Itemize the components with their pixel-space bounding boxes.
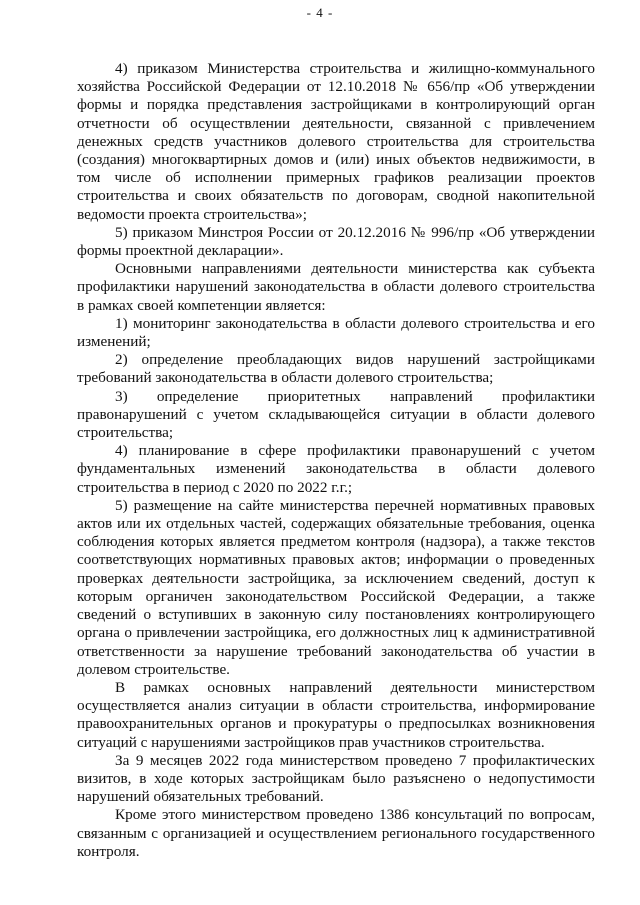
paragraph: 5) приказом Минстроя России от 20.12.2016 № 996/пр «Об утверждении формы проектной декларации».: [77, 223, 595, 260]
paragraph: За 9 месяцев 2022 года министерством проведено 7 профилактических визитов, в ходе которых застройщикам было разъяснено о недопустимости нарушений обязательных требований.: [77, 751, 595, 806]
paragraph: Основными направлениями деятельности министерства как субъекта профилактики нарушений законодательства в области долевого строительства в рамках своей компетенции является:: [77, 260, 595, 314]
page-number: - 4 -: [306, 5, 334, 20]
paragraph: В рамках основных направлений деятельности министерством осуществляется анализ ситуации в области строительства, информирование правоохранительных органов и прокуратуры о предпосылках возникновения ситуаций с нарушениями застройщиков прав участников строительства.: [77, 678, 595, 751]
paragraph: 1) мониторинг законодательства в области долевого строительства и его изменений;: [77, 314, 595, 351]
paragraph: 5) размещение на сайте министерства перечней нормативных правовых актов или их отдельных частей, содержащих обязательные требования, оценка соблюдения которых является предметом контроля (надзора), а также текстов соответствующих нормативных правовых актов; информации о проведенных проверках деятельности застройщика, за исключением сведений, доступ к которым органичен законодательством Российской Федерации, а также сведений о вступивших в законную силу постановлениях контролирующего органа о привлечении застройщика, его должностных лиц к административной ответственности за нарушение требований законодательства об участии в долевом строительстве.: [77, 496, 595, 678]
paragraph: 2) определение преобладающих видов нарушений застройщиками требований законодательства в области долевого строительства;: [77, 351, 595, 387]
paragraph: 4) приказом Министерства строительства и жилищно-коммунального хозяйства Российской Федерации от 12.10.2018 № 656/пр «Об утверждении формы и порядка представления застройщиками в контролирующий орган отчетности об осуществлении деятельности, связанной с привлечением денежных средств участников долевого строительства для строительства (создания) многоквартирных домов и (или) иных объектов недвижимости, в том числе об исполнении примерных графиков реализации проектов строительства и своих обязательств по договорам, сводной накопительной ведомости проекта строительства»;: [77, 60, 595, 223]
paragraph: 4) планирование в сфере профилактики правонарушений с учетом фундаментальных изменений законодательства в области долевого строительства в период с 2020 по 2022 г.г.;: [77, 442, 595, 496]
document-body: [77, 60, 595, 861]
paragraph: Кроме этого министерством проведено 1386 консультаций по вопросам, связанным с организацией и осуществлением регионального государственного контроля.: [77, 806, 595, 860]
paragraph: 3) определение приоритетных направлений профилактики правонарушений с учетом складывающейся ситуации в области долевого строительства;: [77, 387, 595, 442]
